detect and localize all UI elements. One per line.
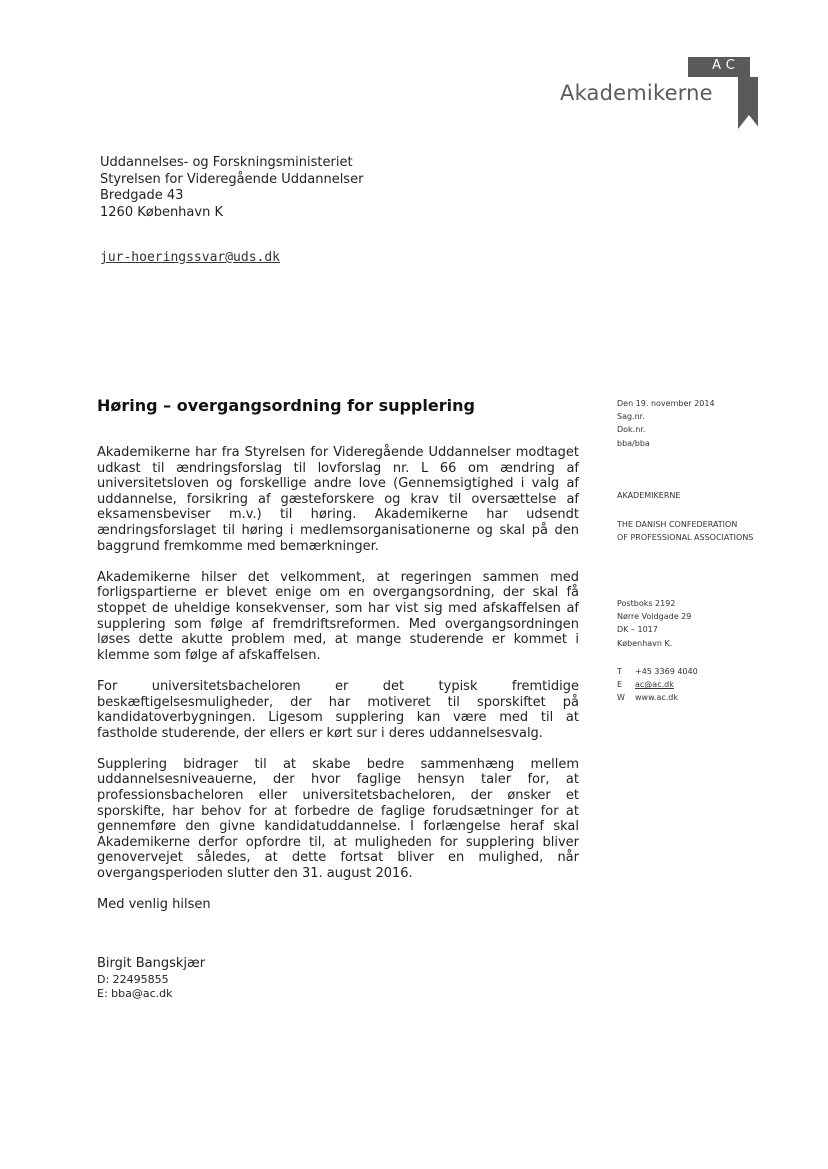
recipient-line: 1260 København K — [100, 204, 223, 220]
sidebar-reference — [617, 397, 715, 450]
org-english-line: THE DANISH CONFEDERATION — [617, 520, 738, 529]
org-name: AKADEMIKERNE — [617, 491, 681, 500]
body-paragraph: Akademikerne har fra Styrelsen for Videregående Uddannelser modtaget udkast til ændringsforslag til lovforslag nr. L 66 om ændring af universitetsloven og forskellige andre love (Gennemsigtighed i valg af uddannelse, forsikring af gæsteforskere og krav til oversættelse af eksamensbeviser m.v.) til høring. Akademikerne har udsendt ændringsforslaget til høring i medlemsorganisationerne og skal på den baggrund fremkomme med bemærkninger. — [97, 445, 579, 554]
contact-web-link[interactable]: www.ac.dk — [635, 693, 678, 703]
body-paragraph: For universitetsbacheloren er det typisk fremtidige beskæftigelsesmuligheder, der har motiveret til sporskiftet på kandidatoverbygningen. Ligesom supplering kan være med til at fastholde studerende, der ellers er kørt sur i deres uddannelsesvalg. — [97, 678, 579, 741]
recipient-line: Styrelsen for Videregående Uddannelser — [100, 171, 364, 187]
recipient-email-link[interactable]: jur-hoeringssvar@uds.dk — [100, 250, 281, 265]
letter-body — [97, 445, 579, 913]
akademikerne-logo — [560, 57, 770, 129]
sidebar-org-name — [617, 489, 680, 502]
contact-email — [617, 678, 698, 691]
logo-name: Akademikerne — [560, 81, 713, 105]
initials: bba/bba — [617, 438, 650, 448]
signature-phone: D: 22495855 — [97, 973, 169, 986]
address-line: København K. — [617, 638, 673, 648]
address-line: Nørre Voldgade 29 — [617, 612, 692, 622]
closing-greeting: Med venlig hilsen — [97, 897, 211, 913]
body-paragraph: Supplering bidrager til at skabe bedre sammenhæng mellem uddannelsesniveauerne, der hvor faglige hensyn taler for, at professionsbacheloren eller universitetsbacheloren, der ønsker et sporskifte, har behov for at forbedre de faglige forudsætninger for at gennemføre den givne kandidatuddannelse. I forlængelse heraf skal Akademikerne derfor opfordre til, at muligheden for supplering bliver genovervejet således, at dette fortsat bliver en mulighed, når overgangsperioden slutter den 31. august 2016. — [97, 756, 579, 882]
sidebar-address — [617, 597, 691, 650]
contact-email-link[interactable]: ac@ac.dk — [635, 680, 674, 690]
body-paragraph: Akademikerne hilser det velkomment, at regeringen sammen med forligspartierne er blevet enige om en overgangsordning, der skal få stoppet de uheldige konsekvenser, som har vist sig med afskaffelsen af supplering som følge af fremdriftsreformen. Med overgangsordningen løses dette akutte problem med, at mange studerende er kommet i klemme som følge af afskaffelsen. — [97, 569, 579, 663]
letter-date: Den 19. november 2014 — [617, 399, 715, 408]
contact-web — [617, 691, 698, 704]
letter-title: Høring – overgangsordning for supplering — [97, 396, 475, 415]
recipient-line: Uddannelses- og Forskningsministeriet — [100, 155, 353, 170]
contact-label: W — [617, 693, 625, 703]
contact-label: T — [617, 667, 622, 676]
contact-label: E — [617, 680, 623, 690]
logo-abbr: AC — [712, 58, 740, 73]
document-number: Dok.nr. — [617, 425, 646, 435]
sidebar-contacts — [617, 665, 698, 705]
contact-value: +45 3369 4040 — [635, 667, 698, 676]
address-line: Postboks 2192 — [617, 599, 676, 608]
signature-details — [97, 973, 173, 1001]
sidebar-org-english — [617, 518, 753, 544]
address-line: DK – 1017 — [617, 625, 658, 635]
signature-email: E: bba@ac.dk — [97, 987, 173, 1000]
contact-phone — [617, 665, 698, 678]
org-english-line: OF PROFESSIONAL ASSOCIATIONS — [617, 533, 754, 543]
case-number: Sag.nr. — [617, 412, 645, 422]
signature-name: Birgit Bangskjær — [97, 956, 206, 971]
recipient-line: Bredgade 43 — [100, 188, 184, 203]
recipient-address — [100, 155, 363, 221]
